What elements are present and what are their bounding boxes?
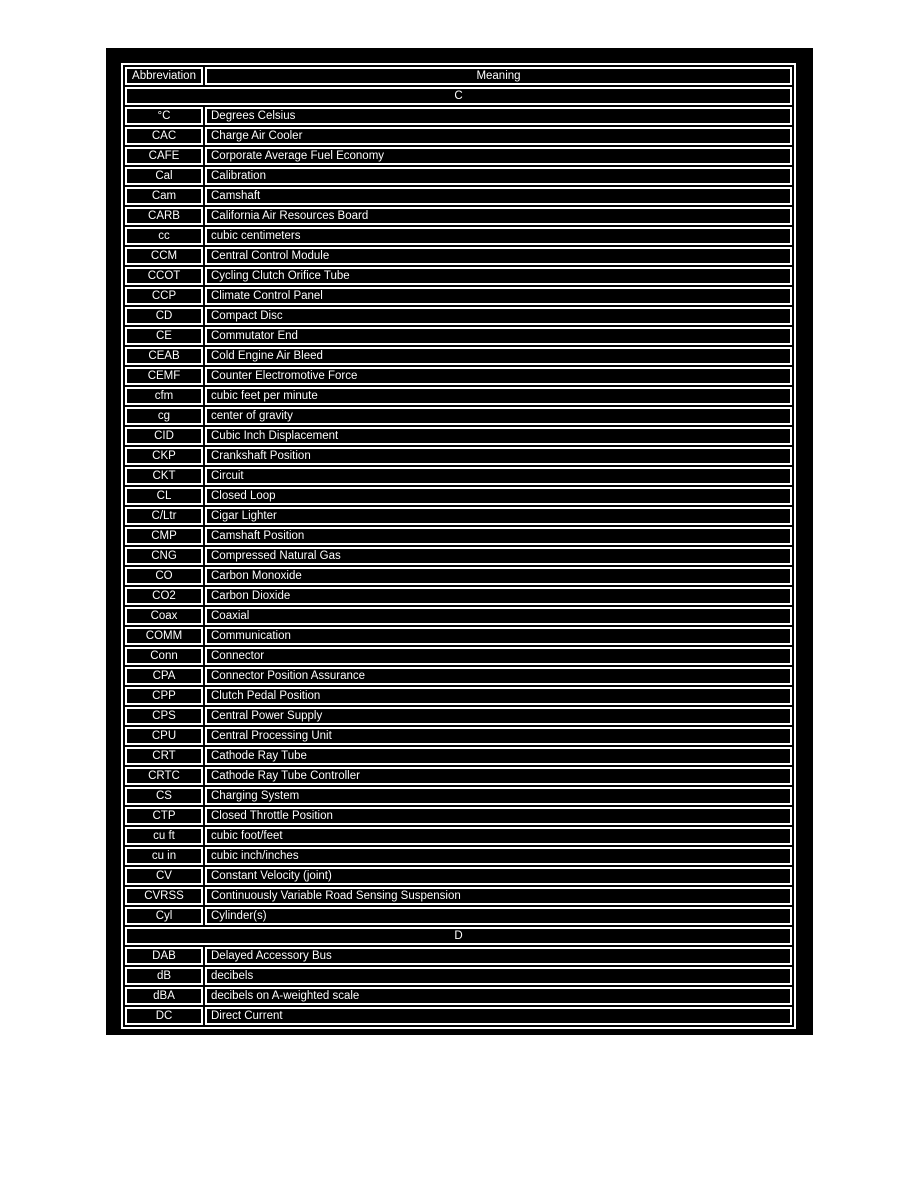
table-row: [125, 1007, 792, 1025]
meaning-cell: cubic centimeters: [205, 227, 792, 245]
table-row: [125, 527, 792, 545]
table-row: [125, 947, 792, 965]
table-row: [125, 607, 792, 625]
section-row: [125, 927, 792, 945]
meaning-cell: cubic inch/inches: [205, 847, 792, 865]
meaning-cell: center of gravity: [205, 407, 792, 425]
abbreviation-cell: cg: [125, 407, 203, 425]
table-row: [125, 987, 792, 1005]
table-row: [125, 907, 792, 925]
table-row: [125, 867, 792, 885]
abbreviation-cell: °C: [125, 107, 203, 125]
table-row: [125, 227, 792, 245]
meaning-cell: Constant Velocity (joint): [205, 867, 792, 885]
abbreviation-cell: CV: [125, 867, 203, 885]
abbreviation-cell: cc: [125, 227, 203, 245]
meaning-cell: Charge Air Cooler: [205, 127, 792, 145]
abbreviation-cell: dB: [125, 967, 203, 985]
table-row: [125, 507, 792, 525]
meaning-cell: Corporate Average Fuel Economy: [205, 147, 792, 165]
table-row: [125, 827, 792, 845]
table-row: [125, 807, 792, 825]
abbreviation-cell: cfm: [125, 387, 203, 405]
abbreviation-cell: DAB: [125, 947, 203, 965]
table-row: [125, 287, 792, 305]
meaning-cell: Compact Disc: [205, 307, 792, 325]
meaning-cell: cubic foot/feet: [205, 827, 792, 845]
abbreviation-cell: CCM: [125, 247, 203, 265]
meaning-cell: Coaxial: [205, 607, 792, 625]
meaning-cell: decibels: [205, 967, 792, 985]
table-row: [125, 167, 792, 185]
header-row: [125, 67, 792, 85]
table-row: [125, 187, 792, 205]
table-row: [125, 847, 792, 865]
table-row: [125, 587, 792, 605]
meaning-cell: Cubic Inch Displacement: [205, 427, 792, 445]
abbreviation-cell: dBA: [125, 987, 203, 1005]
abbreviation-cell: DC: [125, 1007, 203, 1025]
meaning-cell: Camshaft Position: [205, 527, 792, 545]
abbreviation-cell: CS: [125, 787, 203, 805]
table-row: [125, 427, 792, 445]
meaning-cell: Closed Loop: [205, 487, 792, 505]
abbreviation-cell: CARB: [125, 207, 203, 225]
abbreviation-cell: CRT: [125, 747, 203, 765]
table-row: [125, 467, 792, 485]
table-row: [125, 267, 792, 285]
meaning-cell: Commutator End: [205, 327, 792, 345]
meaning-cell: Central Processing Unit: [205, 727, 792, 745]
table-row: [125, 887, 792, 905]
abbreviation-cell: CEMF: [125, 367, 203, 385]
table-row: [125, 247, 792, 265]
abbreviation-cell: CKP: [125, 447, 203, 465]
meaning-cell: Degrees Celsius: [205, 107, 792, 125]
abbreviation-cell: cu in: [125, 847, 203, 865]
table-row: [125, 647, 792, 665]
abbreviation-cell: CEAB: [125, 347, 203, 365]
abbreviation-cell: CAFE: [125, 147, 203, 165]
meaning-cell: Compressed Natural Gas: [205, 547, 792, 565]
abbreviation-cell: Cam: [125, 187, 203, 205]
meaning-cell: decibels on A-weighted scale: [205, 987, 792, 1005]
table-row: [125, 967, 792, 985]
meaning-cell: Crankshaft Position: [205, 447, 792, 465]
table-row: [125, 307, 792, 325]
meaning-cell: Carbon Monoxide: [205, 567, 792, 585]
meaning-cell: Cylinder(s): [205, 907, 792, 925]
table-row: [125, 327, 792, 345]
meaning-column-header: Meaning: [205, 67, 792, 85]
meaning-cell: Central Power Supply: [205, 707, 792, 725]
meaning-cell: Climate Control Panel: [205, 287, 792, 305]
abbreviation-cell: CE: [125, 327, 203, 345]
abbreviation-cell: Conn: [125, 647, 203, 665]
meaning-cell: Cigar Lighter: [205, 507, 792, 525]
table-row: [125, 627, 792, 645]
table-row: [125, 147, 792, 165]
abbreviation-table: [121, 63, 796, 1029]
meaning-cell: Camshaft: [205, 187, 792, 205]
abbreviation-cell: Cyl: [125, 907, 203, 925]
abbreviation-cell: CPP: [125, 687, 203, 705]
meaning-cell: Connector Position Assurance: [205, 667, 792, 685]
table-row: [125, 107, 792, 125]
abbreviation-cell: CNG: [125, 547, 203, 565]
meaning-cell: cubic feet per minute: [205, 387, 792, 405]
meaning-cell: Calibration: [205, 167, 792, 185]
abbreviation-cell: cu ft: [125, 827, 203, 845]
abbreviation-cell: C/Ltr: [125, 507, 203, 525]
abbreviation-cell: COMM: [125, 627, 203, 645]
meaning-cell: Circuit: [205, 467, 792, 485]
abbreviation-cell: CMP: [125, 527, 203, 545]
meaning-cell: Closed Throttle Position: [205, 807, 792, 825]
meaning-cell: Continuously Variable Road Sensing Suspension: [205, 887, 792, 905]
abbreviation-cell: CO2: [125, 587, 203, 605]
abbreviation-column-header: Abbreviation: [125, 67, 203, 85]
abbreviation-cell: CID: [125, 427, 203, 445]
table-row: [125, 747, 792, 765]
meaning-cell: Charging System: [205, 787, 792, 805]
abbreviation-cell: CAC: [125, 127, 203, 145]
table-row: [125, 567, 792, 585]
abbreviation-cell: CD: [125, 307, 203, 325]
table-row: [125, 727, 792, 745]
meaning-cell: Delayed Accessory Bus: [205, 947, 792, 965]
abbreviation-cell: CCP: [125, 287, 203, 305]
meaning-cell: Communication: [205, 627, 792, 645]
abbreviation-cell: Cal: [125, 167, 203, 185]
meaning-cell: Direct Current: [205, 1007, 792, 1025]
meaning-cell: Connector: [205, 647, 792, 665]
section-letter: C: [125, 87, 792, 105]
meaning-cell: Central Control Module: [205, 247, 792, 265]
table-row: [125, 387, 792, 405]
section-letter: D: [125, 927, 792, 945]
table-row: [125, 787, 792, 805]
abbreviation-cell: CCOT: [125, 267, 203, 285]
table-row: [125, 367, 792, 385]
table-row: [125, 767, 792, 785]
meaning-cell: Cathode Ray Tube Controller: [205, 767, 792, 785]
meaning-cell: Cold Engine Air Bleed: [205, 347, 792, 365]
table-row: [125, 687, 792, 705]
abbreviation-cell: CRTC: [125, 767, 203, 785]
abbreviation-cell: CTP: [125, 807, 203, 825]
meaning-cell: Cycling Clutch Orifice Tube: [205, 267, 792, 285]
table-row: [125, 207, 792, 225]
abbreviation-cell: CPA: [125, 667, 203, 685]
abbreviation-cell: CPU: [125, 727, 203, 745]
table-row: [125, 547, 792, 565]
abbreviation-cell: CPS: [125, 707, 203, 725]
table-row: [125, 447, 792, 465]
meaning-cell: Clutch Pedal Position: [205, 687, 792, 705]
table-row: [125, 667, 792, 685]
table-row: [125, 407, 792, 425]
table-row: [125, 347, 792, 365]
abbreviation-cell: CL: [125, 487, 203, 505]
abbreviation-cell: CVRSS: [125, 887, 203, 905]
abbreviation-cell: CO: [125, 567, 203, 585]
section-row: [125, 87, 792, 105]
table-row: [125, 487, 792, 505]
table-row: [125, 707, 792, 725]
meaning-cell: Counter Electromotive Force: [205, 367, 792, 385]
meaning-cell: Cathode Ray Tube: [205, 747, 792, 765]
abbreviation-table-panel: [106, 48, 813, 1035]
meaning-cell: Carbon Dioxide: [205, 587, 792, 605]
abbreviation-cell: Coax: [125, 607, 203, 625]
table-row: [125, 127, 792, 145]
abbreviation-cell: CKT: [125, 467, 203, 485]
meaning-cell: California Air Resources Board: [205, 207, 792, 225]
